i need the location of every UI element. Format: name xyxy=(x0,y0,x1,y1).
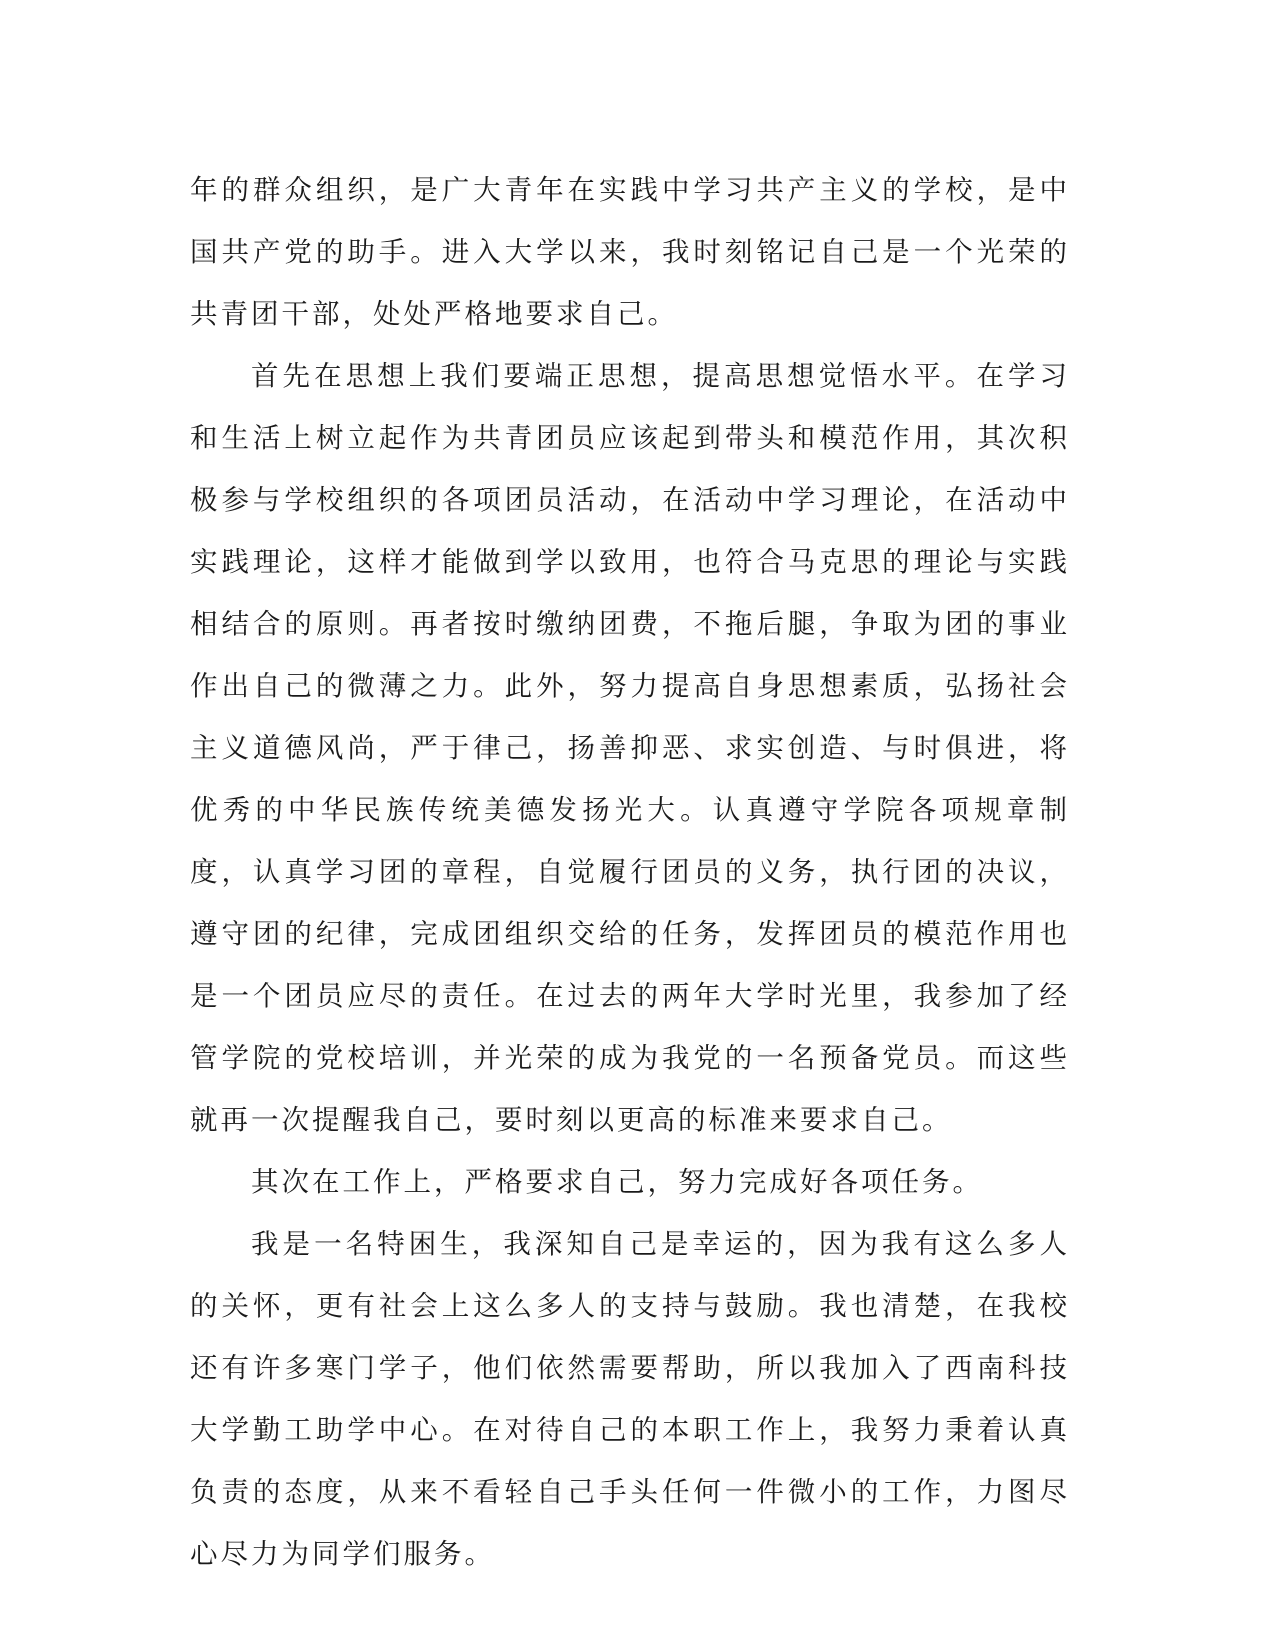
paragraph-ideology: 首先在思想上我们要端正思想，提高思想觉悟水平。在学习和生活上树立起作为共青团员应该起到带头和模范作用，其次积极参与学校组织的各项团员活动，在活动中学习理论，在活动中实践理论，这样才能做到学以致用，也符合马克思的理论与实践相结合的原则。再者按时缴纳团费，不拖后腿，争取为团的事业作出自己的微薄之力。此外，努力提高自身思想素质，弘扬社会主义道德风尚，严于律己，扬善抑恶、求实创造、与时俱进，将优秀的中华民族传统美德发扬光大。认真遵守学院各项规章制度，认真学习团的章程，自觉履行团员的义务，执行团的决议，遵守团的纪律，完成团组织交给的任务，发挥团员的模范作用也是一个团员应尽的责任。在过去的两年大学时光里，我参加了经管学院的党校培训，并光荣的成为我党的一名预备党员。而这些就再一次提醒我自己，要时刻以更高的标准来要求自己。 xyxy=(190,360,1070,1136)
paragraph-continuation: 年的群众组织，是广大青年在实践中学习共产主义的学校，是中国共产党的助手。进入大学以来，我时刻铭记自己是一个光荣的共青团干部，处处严格地要求自己。 xyxy=(190,174,1070,330)
paragraph-work-study: 我是一名特困生，我深知自己是幸运的，因为我有这么多人的关怀，更有社会上这么多人的支持与鼓励。我也清楚，在我校还有许多寒门学子，他们依然需要帮助，所以我加入了西南科技大学勤工助学中心。在对待自己的本职工作上，我努力秉着认真负责的态度，从来不看轻自己手头任何一件微小的工作，力图尽心尽力为同学们服务。 xyxy=(190,1228,1070,1570)
paragraph-work: 其次在工作上，严格要求自己，努力完成好各项任务。 xyxy=(251,1166,983,1198)
document-body xyxy=(190,159,1070,1585)
